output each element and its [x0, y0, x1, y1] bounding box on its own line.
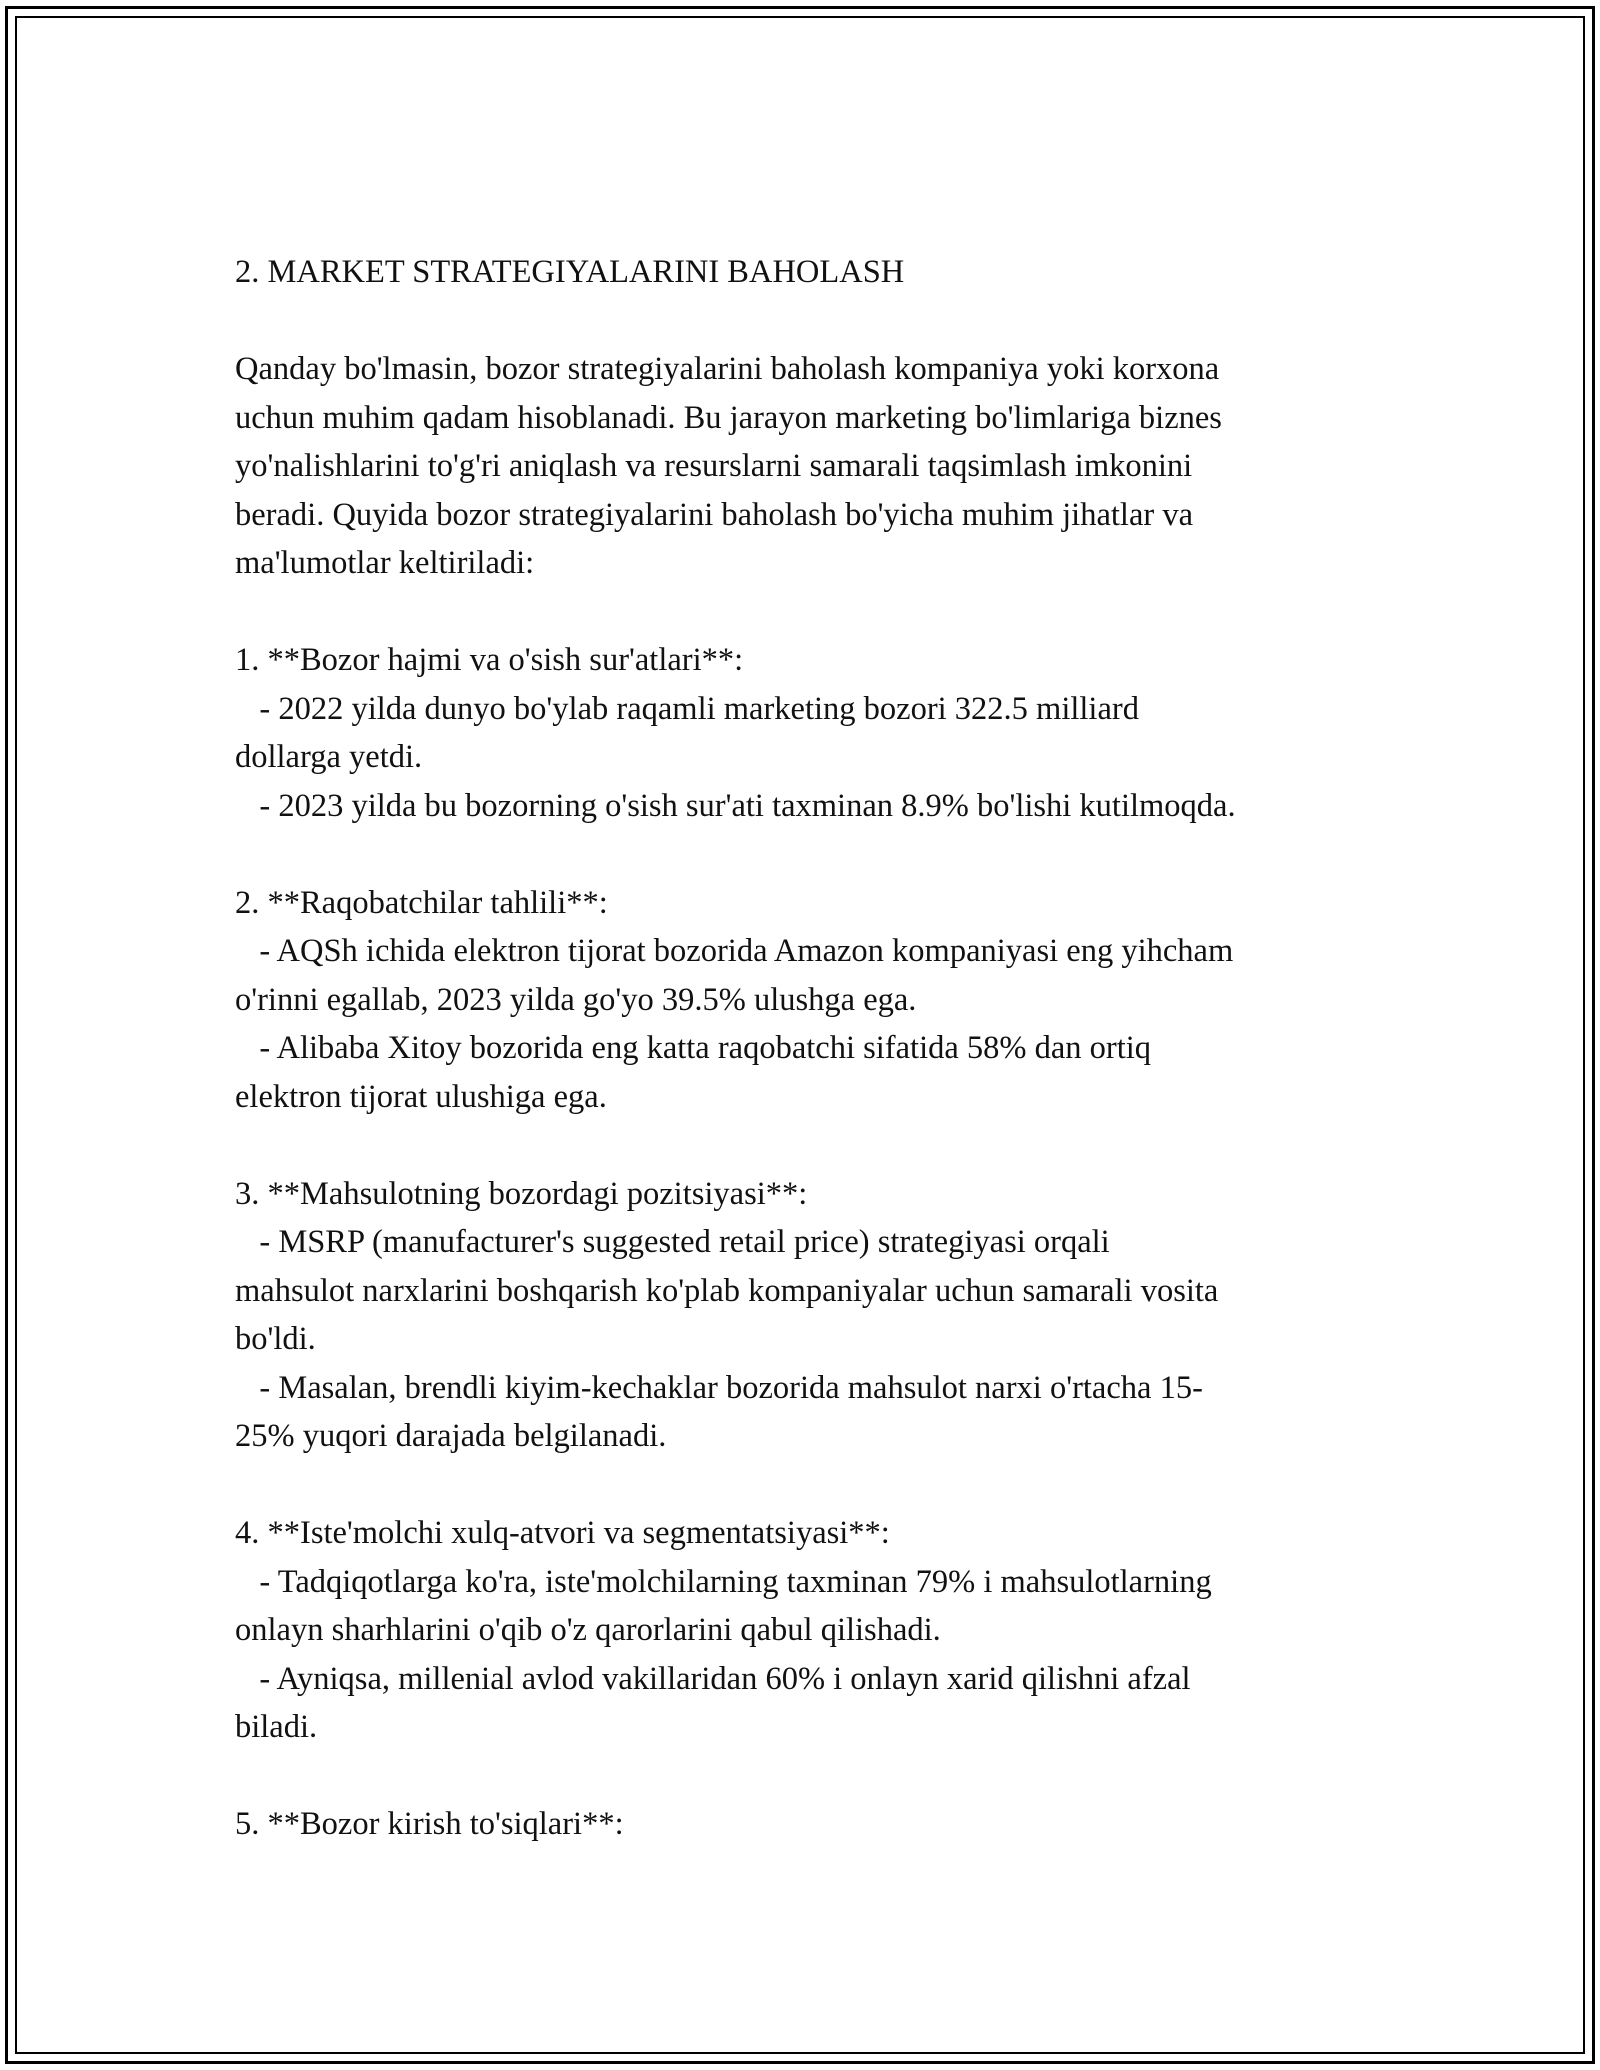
bullet-line: dollarga yetdi.: [235, 739, 423, 775]
bullet-line: bo'ldi.: [235, 1321, 316, 1357]
bullet-line: o'rinni egallab, 2023 yilda go'yo 39.5% ulushga ega.: [235, 981, 917, 1018]
bullet-line: - AQSh ichida elektron tijorat bozorida Amazon kompaniyasi eng yihcham: [235, 933, 1234, 969]
list-item-title: 2. **Raqobatchilar tahlili**:: [235, 884, 608, 921]
list-item-market-size: [235, 636, 1415, 830]
bullet-line: elektron tijorat ulushiga ega.: [235, 1078, 607, 1115]
intro-line: yo'nalishlarini to'g'ri aniqlash va resurslarni samarali taqsimlash imkonini: [235, 448, 1193, 484]
bullet-line: - Alibaba Xitoy bozorida eng katta raqobatchi sifatida 58% dan ortiq: [235, 1030, 1152, 1066]
bullet-line: onlayn sharhlarini o'qib o'z qarorlarini qabul qilishadi.: [235, 1612, 941, 1648]
intro-line: Qanday bo'lmasin, bozor strategiyalarini baholash kompaniya yoki korxona: [235, 351, 1220, 387]
list-item-entry-barriers: [235, 1800, 1415, 1849]
list-item-competitors: [235, 879, 1415, 1122]
list-item-title: 3. **Mahsulotning bozordagi pozitsiyasi**:: [235, 1175, 808, 1212]
document-body: [235, 248, 1415, 1897]
bullet-line: mahsulot narxlarini boshqarish ko'plab kompaniyalar uchun samarali vosita: [235, 1272, 1219, 1309]
list-item-product-position: [235, 1170, 1415, 1461]
bullet-line: - Masalan, brendli kiyim-kechaklar bozorida mahsulot narxi o'rtacha 15-: [235, 1369, 1203, 1406]
bullet-line: 25% yuqori darajada belgilanadi.: [235, 1418, 667, 1454]
bullet-line: - Ayniqsa, millenial avlod vakillaridan 60% i onlayn xarid qilishni afzal: [235, 1660, 1191, 1697]
intro-line: uchun muhim qadam hisoblanadi. Bu jarayon marketing bo'limlariga biznes: [235, 399, 1222, 436]
list-item-title: 4. **Iste'molchi xulq-atvori va segmentatsiyasi**:: [235, 1515, 890, 1551]
bullet-line: - Tadqiqotlarga ko'ra, iste'molchilarning taxminan 79% i mahsulotlarning: [235, 1563, 1212, 1600]
list-item-title: 5. **Bozor kirish to'siqlari**:: [235, 1806, 624, 1842]
list-item-consumer-behavior: [235, 1509, 1415, 1752]
bullet-line: - 2022 yilda dunyo bo'ylab raqamli marketing bozori 322.5 milliard: [235, 690, 1139, 727]
bullet-line: - 2023 yilda bu bozorning o'sish sur'ati taxminan 8.9% bo'lishi kutilmoqda.: [235, 787, 1236, 824]
section-heading: 2. MARKET STRATEGIYALARINI BAHOLASH: [235, 254, 905, 290]
intro-paragraph: [235, 345, 1415, 588]
bullet-line: biladi.: [235, 1709, 318, 1745]
list-item-title: 1. **Bozor hajmi va o'sish sur'atlari**:: [235, 642, 744, 678]
intro-line: beradi. Quyida bozor strategiyalarini baholash bo'yicha muhim jihatlar va: [235, 496, 1193, 533]
bullet-line: - MSRP (manufacturer's suggested retail price) strategiyasi orqali: [235, 1224, 1110, 1260]
intro-line: ma'lumotlar keltiriladi:: [235, 545, 535, 581]
